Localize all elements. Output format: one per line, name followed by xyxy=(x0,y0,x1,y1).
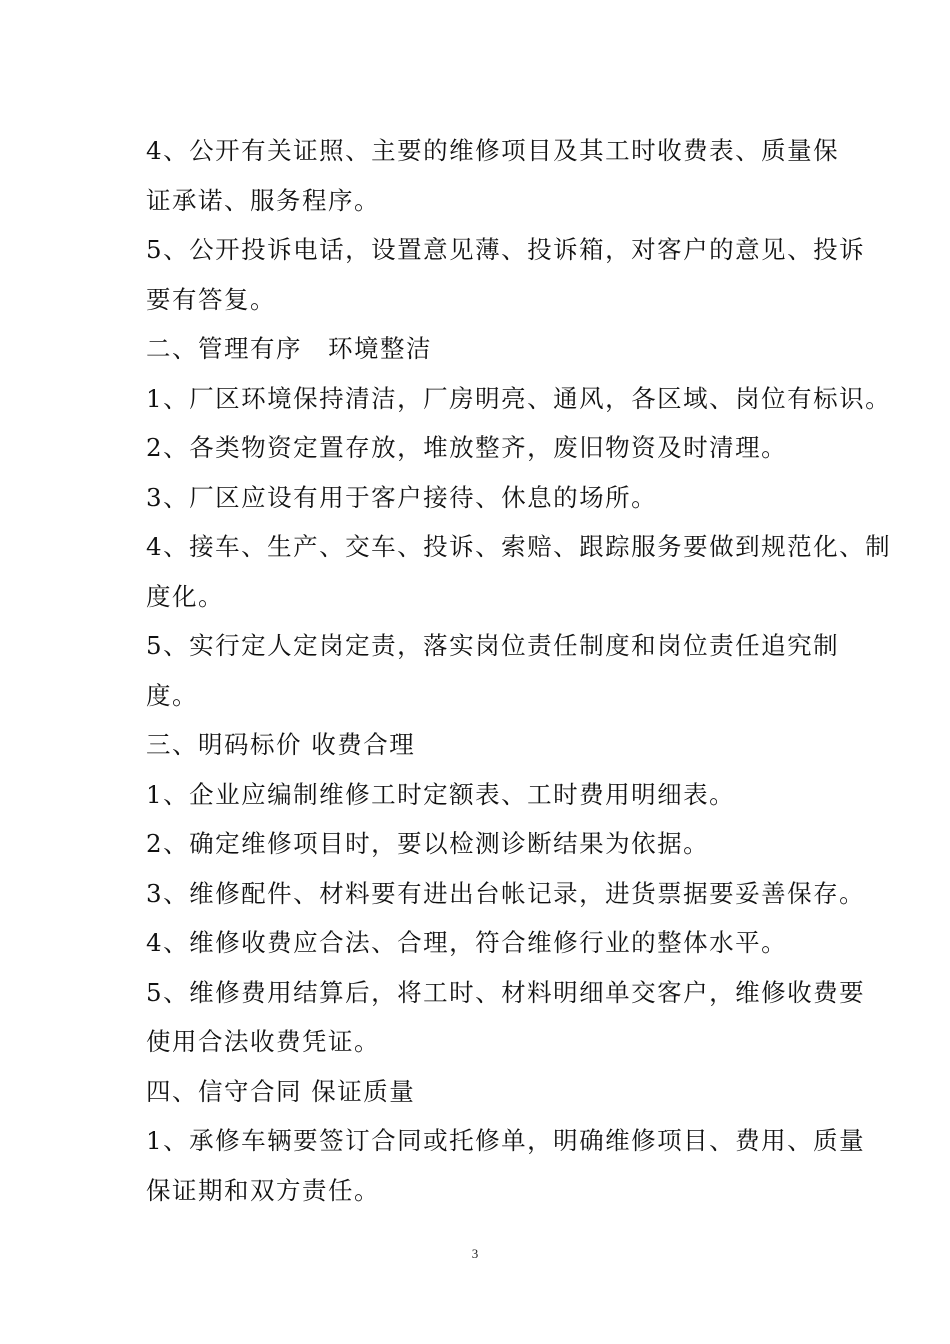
text-line: 使用合法收费凭证。 xyxy=(146,1027,380,1056)
text-line: 5、维修费用结算后，将工时、材料明细单交客户，维修收费要 xyxy=(146,977,866,1007)
text-line: 2、确定维修项目时，要以检测诊断结果为依据。 xyxy=(146,829,710,858)
text-line: 证承诺、服务程序。 xyxy=(146,185,380,215)
text-line: 5、实行定人定岗定责，落实岗位责任制度和岗位责任追究制 xyxy=(146,631,840,660)
text-line: 5、公开投诉电话，设置意见薄、投诉箱，对客户的意见、投诉 xyxy=(146,235,866,264)
section-heading: 三、明码标价 收费合理 xyxy=(146,730,416,759)
text-line: 4、接车、生产、交车、投诉、索赔、跟踪服务要做到规范化、制 xyxy=(146,532,892,561)
text-line: 4、公开有关证照、主要的维修项目及其工时收费表、质量保 xyxy=(146,136,840,165)
text-line: 3、厂区应设有用于客户接待、休息的场所。 xyxy=(146,482,658,512)
text-line: 度化。 xyxy=(146,581,224,611)
document-body xyxy=(146,126,892,1215)
section-heading: 二、管理有序 环境整洁 xyxy=(146,334,432,363)
text-line: 1、企业应编制维修工时定额表、工时费用明细表。 xyxy=(146,779,736,809)
text-line: 4、维修收费应合法、合理，符合维修行业的整体水平。 xyxy=(146,928,788,957)
text-line: 保证期和双方责任。 xyxy=(146,1175,380,1205)
text-line: 度。 xyxy=(146,680,198,710)
text-line: 要有答复。 xyxy=(146,284,276,314)
text-line: 3、维修配件、材料要有进出台帐记录，进货票据要妥善保存。 xyxy=(146,878,866,908)
section-heading: 四、信守合同 保证质量 xyxy=(146,1076,416,1106)
text-line: 1、承修车辆要签订合同或托修单，明确维修项目、费用、质量 xyxy=(146,1126,866,1155)
text-line: 2、各类物资定置存放，堆放整齐，废旧物资及时清理。 xyxy=(146,433,788,462)
text-line: 1、厂区环境保持清洁，厂房明亮、通风，各区域、岗位有标识。 xyxy=(146,383,892,413)
page-number: 3 xyxy=(471,1246,479,1261)
